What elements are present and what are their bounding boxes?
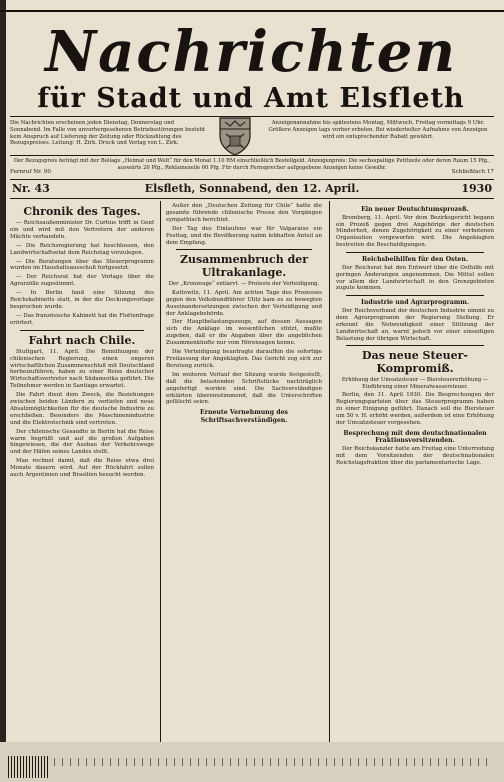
- article-paragraph: Der Reichsrat hat den Entwurf über die Osthilfe mit geringen Änderungen angenommen. Die Mittel sollen vor allem der Landwirtschaft in den Grenzgebieten zugute kommen.: [336, 264, 494, 292]
- chronicle-item: — In Berlin fand eine Sitzung des Reichskabinetts statt, in der die Deckungsvorlage besprochen wurde.: [10, 290, 154, 310]
- column-left: [10, 203, 154, 740]
- ulitz-article-heading: Zusammenbruch der Ultrakanlage.: [179, 253, 309, 280]
- masthead-subtitle: für Stadt und Amt Elsfleth: [37, 83, 465, 114]
- article-paragraph: Der Reichskanzler hatte am Freitag eine Unterredung mit dem Vorsitzenden der deutschnationalen Reichstagsfraktion über die parlamentarische Lage.: [336, 446, 494, 466]
- scan-edge: [0, 0, 6, 782]
- article-separator: [346, 345, 484, 346]
- chronicle-item: — Der Reichsrat hat der Vorlage über die Agrarzölle zugestimmt.: [10, 274, 154, 288]
- dateline-rule-bottom: [10, 198, 494, 199]
- article-separator: [346, 295, 484, 296]
- chronicle-heading: Chronik des Tages.: [23, 205, 141, 218]
- issue-number: Nr. 43: [12, 182, 50, 195]
- issue-year: 1930: [461, 182, 492, 195]
- coat-of-arms-icon: [212, 112, 258, 158]
- column-right: [336, 203, 494, 740]
- article-separator: [20, 330, 144, 331]
- article-paragraph: Im weiteren Verlauf der Sitzung wurde festgestellt, daß die belastenden Schriftstücke nachträglich angefertigt worden sind. Die Sachverständigen erklärten übereinstimmend, daß die Unterschriften gefälscht seien.: [166, 371, 322, 406]
- article-paragraph: Stuttgart, 11. April. Die Bemühungen der chilenischen Regierung, einen engeren wirtschaftlichen Zusammenschluß mit Deutschland herbeizuführen, haben zu einer Reise deutscher Wirtschaftsvertreter nach Südamerika geführt. Die Teilnehmer werden in Santiago erwartet.: [10, 348, 154, 390]
- chile-article-heading: Fahrt nach Chile.: [28, 333, 136, 347]
- publication-info: Die Nachrichten erscheinen jeden Dienstag, Donnerstag und Sonnabend. Im Falle von unvorhergesehenen Betriebsstörungen besteht kein Anspruch auf Lieferung der Zeitung oder Rückzahlung des Bezugspreises. Leitung: H. Zirk. Druck und Verlag von L. Zirk.: [10, 120, 206, 147]
- chronicle-item: — Die Beratungen über das Steuerprogramm wurden im Haushaltsausschuß fortgesetzt.: [10, 258, 154, 272]
- issue-date: Elsfleth, Sonnabend, den 12. April.: [144, 182, 360, 195]
- scan-ruler: [54, 758, 494, 766]
- article-paragraph: Die Verteidigung beantragte daraufhin die sofortige Freilassung der Angeklagten. Das Gericht zog sich zur Beratung zurück.: [166, 349, 322, 369]
- article-paragraph: Man rechnet damit, daß die Reise etwa drei Monate dauern wird. Auf der Rückfahrt sollen auch Argentinien und Brasilien besucht werden.: [10, 458, 154, 479]
- article-paragraph: Der chilenische Gesandte in Berlin hat die Reise warm begrüßt und auf die großen Aufgaben hingewiesen, die der Ausbau der Verkehrswege und der Häfen seines Landes stellt.: [10, 428, 154, 456]
- article-paragraph: Außer den „Deutschen Zeitung für Chile“ hatte die gesamte führende chilenische Presse den Vorgängen sympathisch berichtet.: [166, 203, 322, 223]
- band-rule-top: [10, 155, 494, 156]
- scan-top-line: [0, 10, 504, 12]
- chronicle-item: — Das französische Kabinett hat die Flottenfrage erörtert.: [10, 312, 154, 326]
- chronicle-item: — Reichsaußenminister Dr. Curtius trifft in Genf ein und wird mit den Vertretern der anderen Mächte verhandeln.: [10, 220, 154, 240]
- section-subheading: Erneute Vernehmung des Schriftsachverständigen.: [200, 409, 288, 424]
- article-paragraph: Der Hauptbelastungszeuge, auf dessen Aussagen sich die Anklage im wesentlichen stützt, mußte zugeben, daß er die Angaben über die angeblichen Zusammenkünfte nur vom Hörensagen kenne.: [166, 319, 322, 347]
- trial-heading: Ein neuer Deutschtumsprozeß.: [361, 206, 469, 213]
- advertising-info: Anzeigenannahme bis spätestens Montag, Mittwoch, Freitag vormittags 9 Uhr. Größere Anzeigen tags vorher erbeten. Bei wiederholter Aufnahme von Anzeigen wird ein entsprechender Rabatt gewährt.: [268, 120, 488, 140]
- article-paragraph: Bromberg, 11. April. Vor dem Bezirksgericht begann ein Prozeß gegen drei Angehörige der deutschen Minderheit, denen Zugehörigkeit zu einer verbotenen Organisation vorgeworfen wird. Die Angeklagten bestreiten die Beschuldigungen.: [336, 214, 494, 249]
- column-middle: [166, 203, 322, 740]
- dateline: [10, 181, 494, 197]
- subscription-band: Der Bezugspreis beträgt mit der Beilage „Heimat und Welt“ für den Monat 1.10 RM einschließlich Bestellgeld. Anzeigenpreis: Die sechsspaltige Petitzeile oder deren Raum 15 Pfg., auswärts 20 Pfg., Reklamezeile 60 Pfg. Für durch Fernsprecher aufgegebene Anzeigen keine Gewähr.: [13, 158, 491, 171]
- article-paragraph: Der Tag des Einlaufens war für Valparaiso ein Festtag, und die Bevölkerung nahm lebhaften Anteil an dem Empfang.: [166, 225, 322, 246]
- barcode-icon: [8, 756, 48, 778]
- article-paragraph: Die Fahrt dient dem Zweck, die Beziehungen zwischen beiden Ländern zu vertiefen und neue Absatzmöglichkeiten für die deutsche Industrie zu erschließen. Besonders die Maschinenindustrie und die Elektrotechnik sind vertreten.: [10, 392, 154, 426]
- chronicle-item: — Die Reichsregierung hat beschlossen, den Landwirtschaftsetat dem Reichstag vorzulegen.: [10, 242, 154, 256]
- article-separator: [176, 249, 312, 250]
- article-paragraph: Der Reichsverband der deutschen Industrie nimmt zu dem Agrarprogramm der Regierung Stellung. Er erkennt die Notwendigkeit einer Stützung der Landwirtschaft an, warnt jedoch vor einer einseitigen Belastung der übrigen Wirtschaft.: [336, 307, 494, 342]
- masthead-title: Nachrichten: [44, 19, 458, 85]
- eastern-aid-heading: Reichsbeihilfen für den Osten.: [361, 256, 469, 264]
- article-paragraph: Berlin, den 11. April 1930. Die Besprechungen der Regierungsparteien über das Steuerprogramm haben zu einer Einigung geführt. Danach soll die Biersteuer um 50 v. H. erhöht werden, außerdem ist eine Erhöhung der Umsatzsteuer vorgesehen.: [336, 392, 494, 426]
- tax-compromise-subheading: Erhöhung der Umsatzsteuer — Biersteuererhöhung — Einführung einer Mineralwassersteuer.: [341, 377, 489, 390]
- industry-heading: Industrie und Agrarprogramm.: [361, 299, 469, 307]
- article-separator: [346, 252, 484, 253]
- phone-number: Fernruf Nr. 90: [10, 169, 51, 175]
- meeting-heading: Besprechung mit dem deutschnationalen Fraktionsvorsitzenden.: [343, 429, 487, 445]
- column-divider-1: [160, 201, 161, 743]
- column-divider-2: [329, 201, 330, 743]
- post-box: Schließfach 17: [451, 169, 494, 175]
- ulitz-article-subheading: Der „Kronzeuge“ entlarvt. — Proteste der Verteidigung.: [168, 281, 320, 288]
- article-paragraph: Kattowitz, 11. April. Am achten Tage des Prozesses gegen den Volksbundführer Ulitz kam es zu bewegten Auseinandersetzungen zwischen der Verteidigung und der Anklagebehörde.: [166, 289, 322, 317]
- tax-compromise-heading: Das neue Steuer-Kompromiß.: [362, 349, 468, 376]
